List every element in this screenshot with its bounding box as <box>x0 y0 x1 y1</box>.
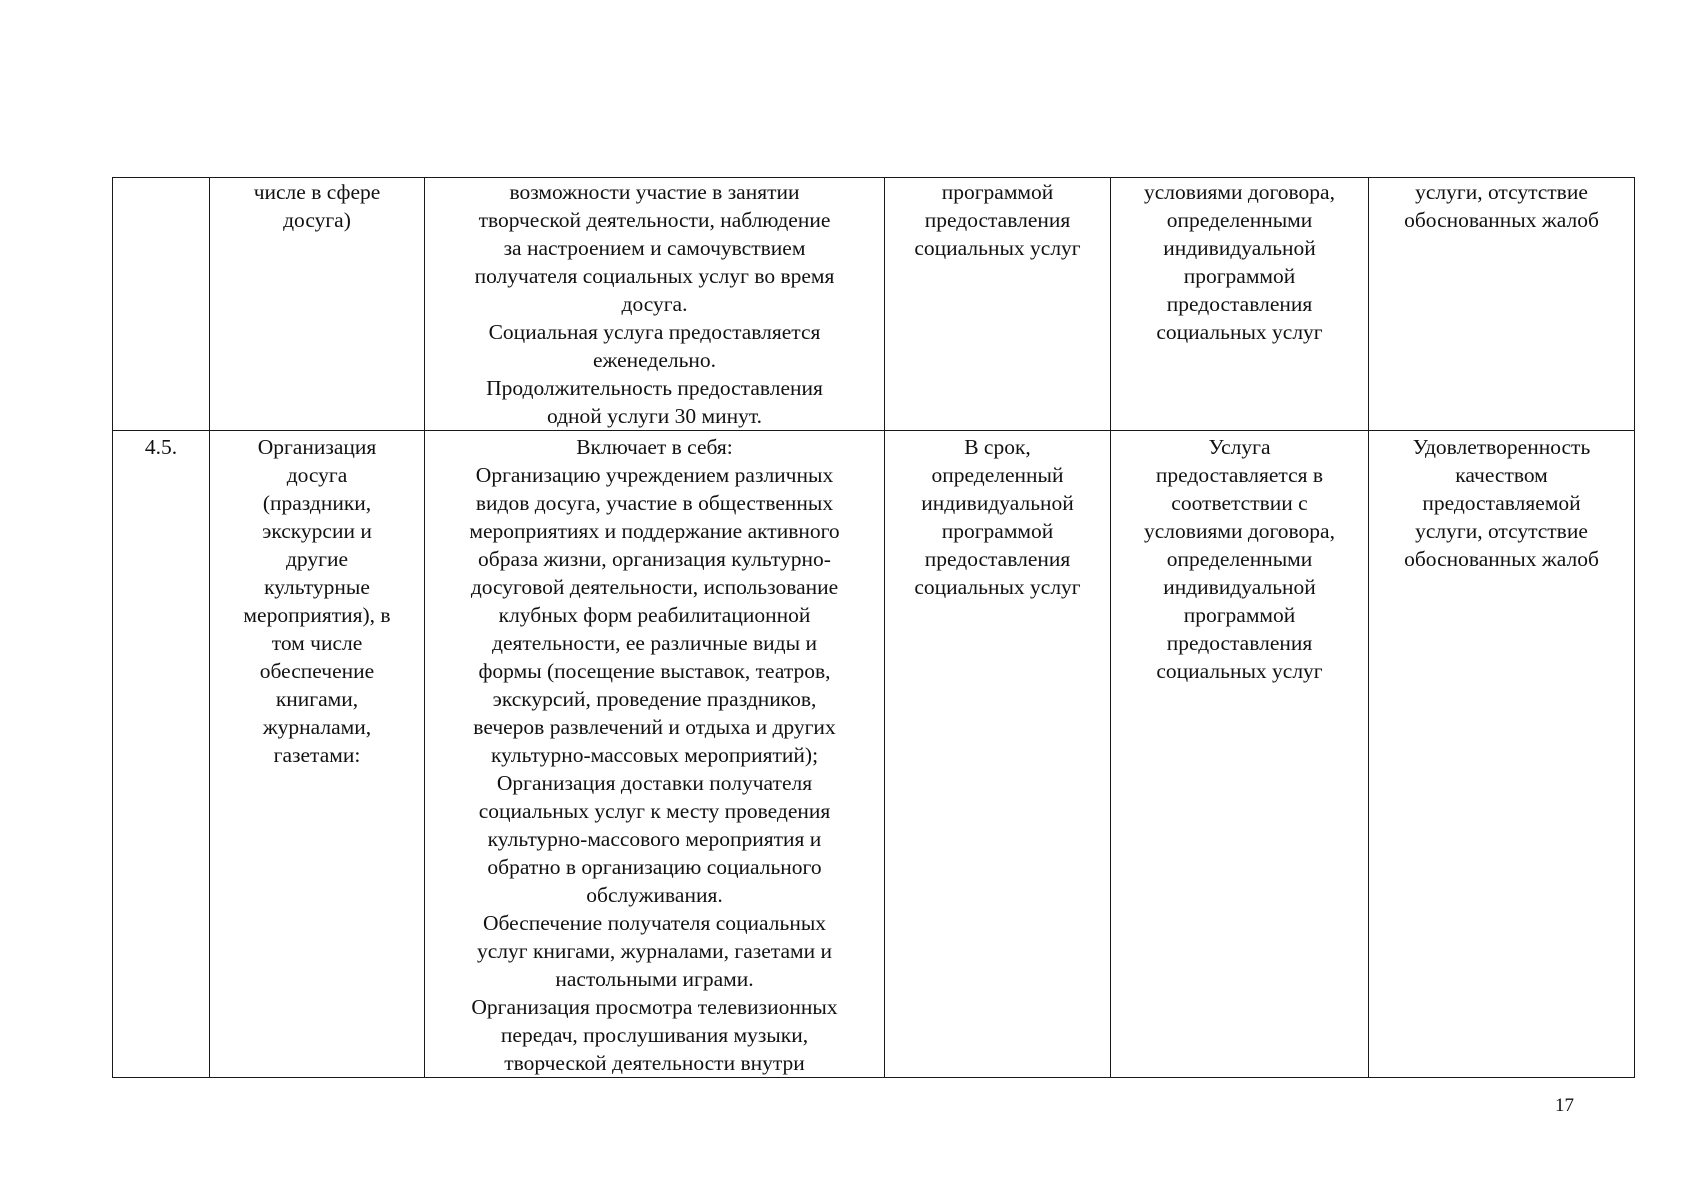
cell-text-line: индивидуальной <box>1163 575 1316 599</box>
cell-text-line: программой <box>941 180 1054 204</box>
cell-text-line: предоставления <box>1166 631 1313 655</box>
services-table <box>112 177 1635 1078</box>
cell-number <box>113 431 210 1078</box>
cell-text-line: культурно-массового мероприятия и <box>487 827 822 851</box>
cell-text-line: Обеспечение получателя социальных <box>482 911 827 935</box>
cell-text-line: мероприятия), в <box>243 603 391 627</box>
cell-text-line: социальных услуг <box>914 236 1081 260</box>
table-row <box>113 431 1635 1078</box>
cell-text-line: (праздники, <box>262 491 372 515</box>
cell-text-line: творческой деятельности внутри <box>504 1051 805 1075</box>
cell-quality <box>1369 178 1635 431</box>
cell-text-line: социальных услуг <box>914 575 1081 599</box>
cell-text-line: программой <box>1183 603 1296 627</box>
cell-text-line: программой <box>941 519 1054 543</box>
cell-text-line: социальных услуг <box>1156 320 1323 344</box>
cell-text-line: качеством <box>1455 463 1548 487</box>
cell-text-line: обслуживания. <box>586 883 723 907</box>
cell-text-line: предоставления <box>924 547 1071 571</box>
cell-text-line: образа жизни, организация культурно- <box>478 547 831 571</box>
cell-text-line: предоставления <box>924 208 1071 232</box>
cell-text-line: журналами, <box>262 715 372 739</box>
cell-text-line: газетами: <box>273 743 361 767</box>
cell-text-line: услуги, отсутствие <box>1415 180 1588 204</box>
cell-text-line: творческой деятельности, наблюдение <box>478 208 831 232</box>
cell-text-line: услуги, отсутствие <box>1415 519 1588 543</box>
cell-service-name <box>210 431 425 1078</box>
table-row <box>113 178 1635 431</box>
cell-text-line: обеспечение <box>259 659 375 683</box>
cell-text-line: настольными играми. <box>555 967 754 991</box>
cell-text-line: экскурсии и <box>262 519 372 543</box>
cell-text-line: Организация <box>257 435 377 459</box>
cell-text-line: 4.5. <box>144 435 178 459</box>
page-number: 17 <box>1555 1095 1574 1116</box>
cell-text-line: Удовлетворенность <box>1412 435 1591 459</box>
cell-text-line: числе в сфере <box>253 180 381 204</box>
cell-text-line: экскурсий, проведение праздников, <box>492 687 817 711</box>
cell-description <box>425 431 885 1078</box>
cell-text-line: книгами, <box>275 687 359 711</box>
cell-conditions <box>1111 431 1369 1078</box>
cell-term <box>885 431 1111 1078</box>
cell-text-line: условиями договора, <box>1144 180 1335 204</box>
cell-text-line: Включает в себя: <box>576 435 733 459</box>
cell-description <box>425 178 885 431</box>
cell-number <box>113 178 210 431</box>
cell-text-line: индивидуальной <box>921 491 1074 515</box>
cell-text-line: определенными <box>1166 208 1313 232</box>
cell-text-line: предоставления <box>1166 292 1313 316</box>
cell-text-line: получателя социальных услуг во время <box>474 264 835 288</box>
cell-text-line: социальных услуг к месту проведения <box>478 799 831 823</box>
cell-conditions <box>1111 178 1369 431</box>
cell-text-line: передач, прослушивания музыки, <box>500 1023 809 1047</box>
cell-term <box>885 178 1111 431</box>
cell-text-line: Социальная услуга предоставляется <box>488 320 821 344</box>
cell-text-line: В срок, <box>964 435 1031 459</box>
cell-text-line: услуг книгами, журналами, газетами и <box>477 939 832 963</box>
cell-text-line: культурно-массовых мероприятий); <box>490 743 819 767</box>
cell-quality <box>1369 431 1635 1078</box>
cell-text-line: формы (посещение выставок, театров, <box>478 659 831 683</box>
cell-text-line: видов досуга, участие в общественных <box>475 491 834 515</box>
cell-text-line: за настроением и самочувствием <box>503 236 806 260</box>
cell-text-line: одной услуги 30 минут. <box>546 404 763 428</box>
cell-text-line: Организация просмотра телевизионных <box>471 995 838 1019</box>
cell-text-line: том числе <box>271 631 363 655</box>
cell-text-line: Организация доставки получателя <box>496 771 813 795</box>
cell-text-line: определенными <box>1166 547 1313 571</box>
cell-text-line: Организацию учреждением различных <box>475 463 834 487</box>
cell-text-line: условиями договора, <box>1144 519 1335 543</box>
cell-text-line: еженедельно. <box>592 348 717 372</box>
cell-text-line: клубных форм реабилитационной <box>498 603 811 627</box>
cell-text-line: другие <box>285 547 349 571</box>
cell-text-line: обоснованных жалоб <box>1404 208 1599 232</box>
cell-text-line: определенный <box>931 463 1064 487</box>
cell-text-line: мероприятиях и поддержание активного <box>469 519 840 543</box>
cell-text-line: досуговой деятельности, использование <box>470 575 839 599</box>
cell-text-line: индивидуальной <box>1163 236 1316 260</box>
cell-text-line: досуга) <box>283 208 351 232</box>
cell-text-line: досуга <box>286 463 348 487</box>
cell-text-line: обратно в организацию социального <box>487 855 822 879</box>
cell-text-line: Услуга <box>1208 435 1271 459</box>
cell-text-line: деятельности, ее различные виды и <box>492 631 817 655</box>
cell-text-line: программой <box>1183 264 1296 288</box>
cell-service-name <box>210 178 425 431</box>
cell-text-line: обоснованных жалоб <box>1404 547 1599 571</box>
cell-text-line: социальных услуг <box>1156 659 1323 683</box>
cell-text-line: предоставляется в <box>1155 463 1324 487</box>
cell-text-line: досуга. <box>621 292 688 316</box>
cell-text-line: культурные <box>264 575 370 599</box>
cell-text-line: предоставляемой <box>1422 491 1581 515</box>
cell-text-line: Продолжительность предоставления <box>486 376 823 400</box>
cell-text-line: соответствии с <box>1171 491 1308 515</box>
cell-text-line: вечеров развлечений и отдыха и других <box>473 715 836 739</box>
cell-text-line: возможности участие в занятии <box>509 180 800 204</box>
